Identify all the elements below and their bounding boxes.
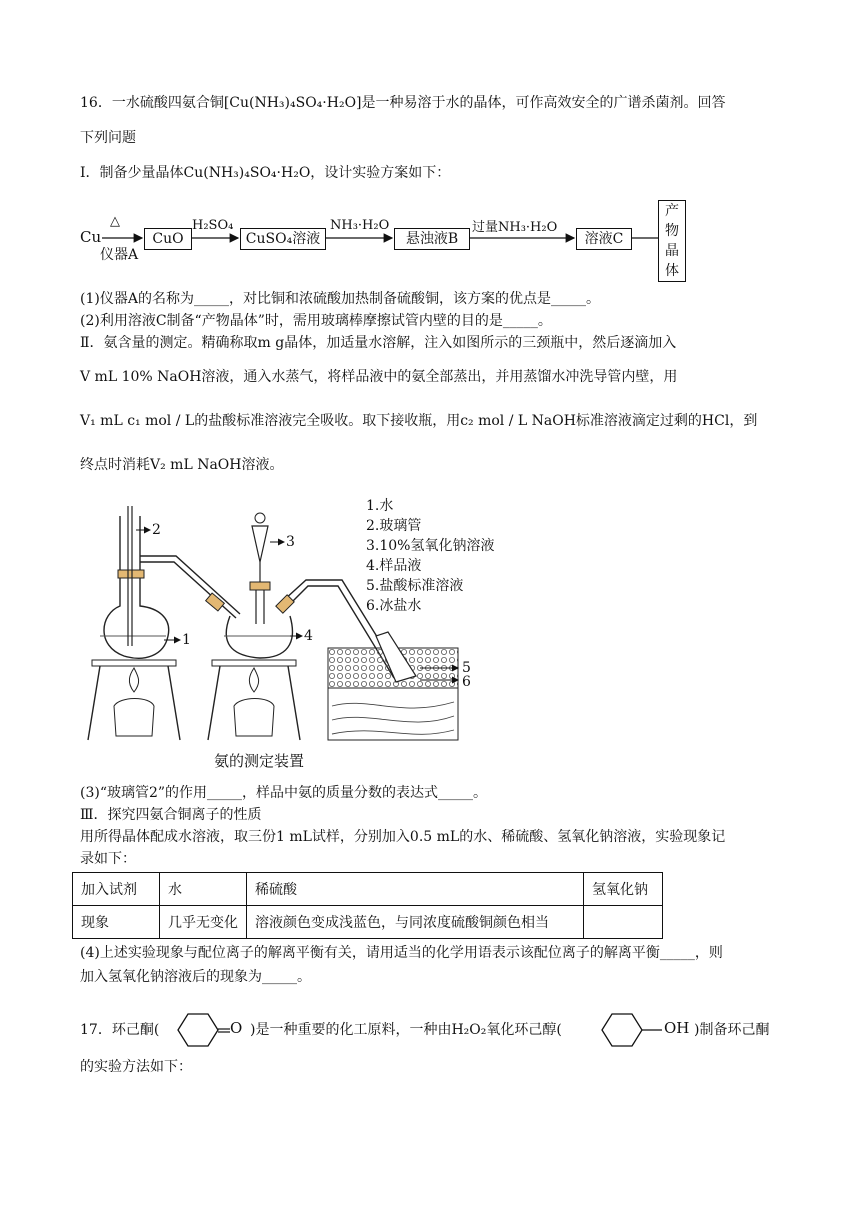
legend-item-5: 5.盐酸标准溶液 bbox=[366, 578, 464, 594]
legend-item-1: 1.水 bbox=[366, 498, 394, 514]
q17-text-part1: 17．环己酮( bbox=[80, 1022, 160, 1038]
apparatus-legend bbox=[366, 496, 494, 616]
product-char-4: 体 bbox=[665, 263, 679, 279]
table-cell: 水 bbox=[160, 873, 247, 906]
flow-start-cu: Cu bbox=[80, 228, 102, 246]
apparatus-label-4: 4 bbox=[304, 628, 313, 644]
flow-reagent-excess-nh3h2o: 过量NH₃·H₂O bbox=[472, 220, 558, 235]
q17-text-part3: )制备环己酮 bbox=[694, 1022, 770, 1038]
cyclohexanone-o-label: O bbox=[230, 1019, 243, 1037]
part2-line2: V mL 10% NaOH溶液，通入水蒸气，将样品液中的氨全部蒸出，并用蒸馏水冲洗导管内壁，用 bbox=[80, 369, 678, 385]
q17-line1 bbox=[80, 1012, 800, 1048]
table-cell: 现象 bbox=[73, 906, 160, 939]
q17-text-part2: )是一种重要的化工原料，一种由H₂O₂氧化环己醇( bbox=[250, 1022, 562, 1038]
legend-item-2: 2.玻璃管 bbox=[366, 518, 422, 534]
product-char-3: 晶 bbox=[665, 243, 679, 259]
q17-line2: 的实验方法如下： bbox=[80, 1059, 192, 1075]
flow-box-cuo: CuO bbox=[144, 228, 192, 250]
apparatus-label-2: 2 bbox=[152, 522, 161, 538]
part3-line1: 用所得晶体配成水溶液，取三份1 mL试样，分别加入0.5 mL的水、稀硫酸、氢氧化钠溶液，实验现象记 bbox=[80, 829, 726, 845]
flow-box-suspension-b: 悬浊液B bbox=[394, 228, 470, 250]
apparatus-label-6: 6 bbox=[462, 674, 471, 690]
q16-intro-line1: 16．一水硫酸四氨合铜[Cu(NH₃)₄SO₄·H₂O]是一种易溶于水的晶体，可作高效安全的广谱杀菌剂。回答 bbox=[80, 95, 726, 111]
table-cell bbox=[584, 906, 663, 939]
table-cell: 溶液颜色变成浅蓝色，与同浓度硫酸铜颜色相当 bbox=[247, 906, 584, 939]
flow-box-cuso4: CuSO₄溶液 bbox=[240, 228, 326, 250]
table-row bbox=[73, 873, 663, 906]
cyclohexanone-structure bbox=[172, 1012, 234, 1048]
part2-line3: V₁ mL c₁ mol / L的盐酸标准溶液完全吸收。取下接收瓶，用c₂ mol / L NaOH标准溶液滴定过剩的HCl，到 bbox=[80, 413, 758, 429]
q16-sub3: (3)“玻璃管2”的作用_____，样品中氨的质量分数的表达式_____。 bbox=[80, 785, 488, 801]
part1-heading: Ⅰ．制备少量晶体Cu(NH₃)₄SO₄·H₂O，设计实验方案如下： bbox=[80, 165, 451, 181]
legend-item-6: 6.冰盐水 bbox=[366, 598, 422, 614]
part2-line1: Ⅱ．氨含量的测定。精确称取m g晶体，加适量水溶解，注入如图所示的三颈瓶中，然后逐滴加入 bbox=[80, 335, 677, 351]
apparatus-label-5: 5 bbox=[462, 660, 471, 676]
q16-sub2: (2)利用溶液C制备“产物晶体”时，需用玻璃棒摩擦试管内壁的目的是_____。 bbox=[80, 313, 552, 329]
q16-sub4-line2: 加入氢氧化钠溶液后的现象为_____。 bbox=[80, 969, 311, 985]
cyclohexanol-oh-label: OH bbox=[664, 1019, 690, 1037]
legend-item-4: 4.样品液 bbox=[366, 558, 422, 574]
synthesis-flow-diagram bbox=[80, 196, 700, 288]
q16-sub4-line1: (4)上述实验现象与配位离子的解离平衡有关，请用适当的化学用语表示该配位离子的解离平衡_____，则 bbox=[80, 945, 723, 961]
part3-line2: 录如下： bbox=[80, 851, 136, 867]
apparatus-label-3: 3 bbox=[286, 534, 295, 550]
apparatus-label-1: 1 bbox=[182, 632, 191, 648]
table-cell: 氢氧化钠 bbox=[584, 873, 663, 906]
flow-box-solution-c: 溶液C bbox=[576, 228, 632, 250]
part3-heading: Ⅲ．探究四氨合铜离子的性质 bbox=[80, 807, 262, 823]
cyclohexanol-structure bbox=[596, 1012, 666, 1048]
table-cell: 几乎无变化 bbox=[160, 906, 247, 939]
flow-reagent-nh3h2o: NH₃·H₂O bbox=[330, 218, 390, 233]
table-cell: 稀硫酸 bbox=[247, 873, 584, 906]
flow-box-product-crystal bbox=[658, 200, 686, 282]
q16-sub1: (1)仪器A的名称为_____，对比铜和浓硫酸加热制备硫酸铜，该方案的优点是_____。 bbox=[80, 291, 600, 307]
part2-line4: 终点时消耗V₂ mL NaOH溶液。 bbox=[80, 457, 284, 473]
results-table bbox=[72, 872, 663, 939]
product-char-1: 产 bbox=[665, 203, 679, 219]
table-row bbox=[73, 906, 663, 939]
q16-intro-line2: 下列问题 bbox=[80, 130, 136, 146]
apparatus-caption: 氨的测定装置 bbox=[214, 752, 305, 770]
flow-heat-symbol: △ bbox=[110, 214, 120, 229]
flow-instrument-a: 仪器A bbox=[100, 247, 139, 263]
product-char-2: 物 bbox=[665, 223, 679, 239]
flow-reagent-h2so4: H₂SO₄ bbox=[192, 218, 234, 233]
legend-item-3: 3.10%氢氧化钠溶液 bbox=[366, 538, 495, 554]
table-cell: 加入试剂 bbox=[73, 873, 160, 906]
